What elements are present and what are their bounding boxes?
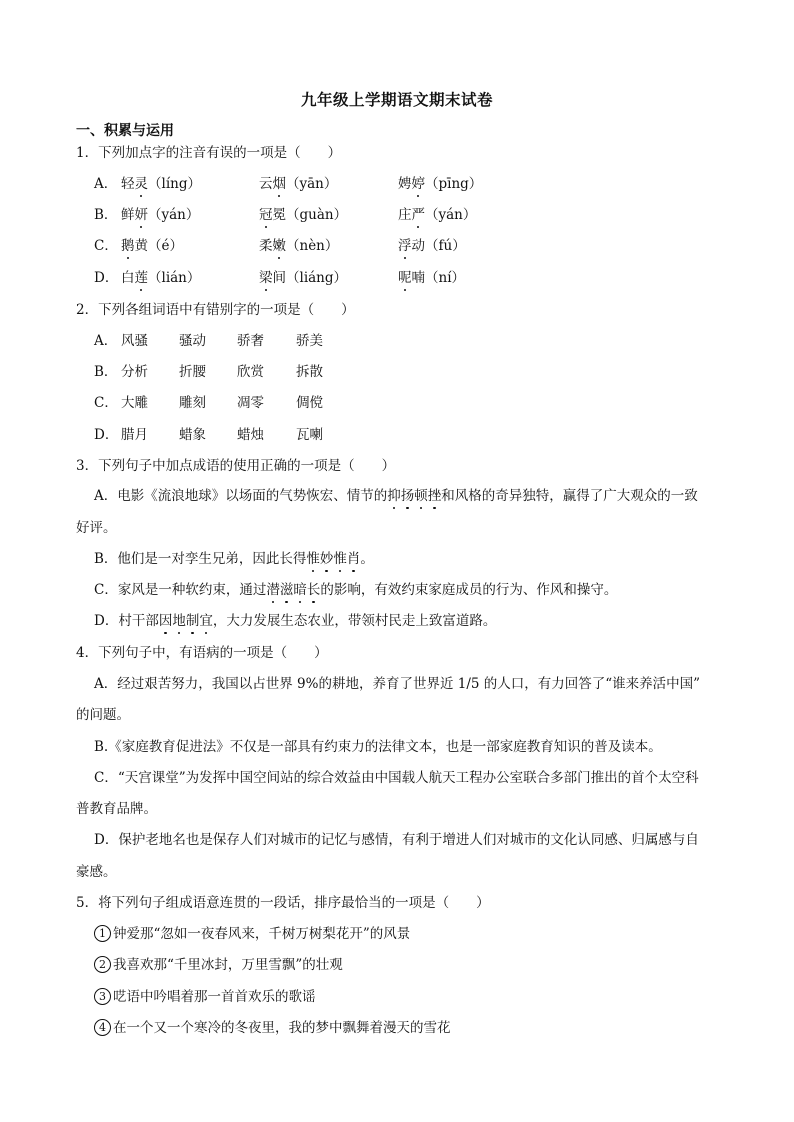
- word-group: 风骚: [121, 333, 148, 349]
- dotted-char: 惟: [333, 551, 347, 567]
- dotted-char: 扬: [400, 488, 415, 504]
- pinyin: （pīng）: [425, 176, 483, 192]
- sentence-text: 呓语中吟唱着那一首首欢乐的歌谣: [113, 989, 316, 1005]
- option-label: C．: [94, 238, 118, 254]
- pinyin-item: [398, 174, 482, 194]
- sentence-text: 我喜欢那“千里冰封，万里雪飘”的壮观: [113, 957, 343, 973]
- pinyin-item: [121, 205, 199, 225]
- word-group: 倜傥: [296, 395, 323, 411]
- word-group: 腊月: [121, 427, 148, 443]
- dotted-char: 肖: [346, 551, 361, 567]
- pinyin-item: [259, 268, 347, 288]
- dotted-char: 婷: [411, 176, 425, 192]
- dotted-char: 妍: [134, 207, 148, 223]
- pinyin: （nèn）: [286, 238, 339, 254]
- option-label: B．: [94, 364, 118, 380]
- circled-number: 2: [94, 956, 111, 973]
- word-char: 动: [411, 238, 425, 254]
- dotted-idiom: [387, 488, 441, 504]
- page-title: 九年级上学期语文期末试卷: [300, 91, 493, 109]
- question-4-stem: 4．下列句子中，有语病的一项是（ ）: [76, 645, 328, 661]
- option-text: C．家风是一种软约束，通过: [94, 582, 267, 598]
- dotted-char: 灵: [134, 176, 148, 192]
- word-group: 骚动: [179, 333, 206, 349]
- word-group: 蜡烛: [237, 427, 264, 443]
- sentence-text: 在一个又一个寒冷的冬夜里，我的梦中飘舞着漫天的雪花: [113, 1020, 451, 1036]
- dotted-char: 长: [306, 582, 321, 598]
- word-group: 分析: [121, 364, 148, 380]
- option-text: ，大力发展生态农业，带领村民走上致富道路。: [212, 613, 497, 629]
- numbered-sentence: [94, 955, 343, 975]
- option-text: A．电影《流浪地球》以场面的气势恢宏、情节的: [94, 488, 388, 504]
- dotted-char: 顿: [414, 488, 428, 504]
- dotted-idiom: [306, 551, 360, 567]
- circled-number: 3: [94, 988, 111, 1005]
- pinyin: （guàn）: [286, 207, 348, 223]
- section-heading: 一、积累与运用: [76, 123, 174, 139]
- word-char: 娉: [398, 176, 412, 192]
- question-4-option-a-continued: 的问题。: [76, 707, 130, 723]
- word-char: 轻: [121, 176, 135, 192]
- word-group: 折腰: [179, 364, 206, 380]
- pinyin: （yān）: [286, 176, 338, 192]
- pinyin: （é）: [148, 238, 183, 254]
- pinyin: （líng）: [148, 176, 201, 192]
- word-group: 凋零: [237, 395, 264, 411]
- pinyin: （yán）: [148, 207, 200, 223]
- question-3-option-a: [94, 486, 698, 506]
- pinyin-item: [398, 205, 476, 225]
- pinyin-item: [259, 236, 338, 256]
- dotted-char: 惟: [306, 551, 320, 567]
- word-group: 骄美: [296, 333, 323, 349]
- dotted-idiom: [266, 582, 320, 598]
- word-char: 白: [121, 270, 135, 286]
- option-text: 的影响，有效约束家庭成员的行为、作风和操守。: [320, 582, 618, 598]
- dotted-char: 鹅: [121, 238, 135, 254]
- dotted-char: 妙: [319, 551, 334, 567]
- question-4-option-c-continued: 普教育品牌。: [76, 801, 157, 817]
- dotted-char: 冠: [259, 207, 273, 223]
- dotted-char: 嫩: [272, 238, 286, 254]
- dotted-char: 制: [185, 613, 200, 629]
- pinyin-item: [121, 174, 201, 194]
- pinyin-item: [398, 268, 465, 288]
- question-5-stem: 5．将下列句子组成语意连贯的一段话，排序最恰当的一项是（ ）: [76, 895, 490, 911]
- sentence-text: 钟爱那“忽如一夜春风来，千树万树梨花开”的风景: [113, 926, 411, 942]
- word-group: 大雕: [121, 395, 148, 411]
- numbered-sentence: [94, 987, 316, 1007]
- word-char: 鲜: [121, 207, 135, 223]
- option-label: A．: [94, 333, 118, 349]
- numbered-sentence: [94, 1018, 451, 1038]
- word-char: 间: [272, 270, 286, 286]
- dotted-char: 莲: [134, 270, 148, 286]
- pinyin: （liáng）: [286, 270, 348, 286]
- dotted-char: 抑: [387, 488, 401, 504]
- dotted-char: 烟: [272, 176, 286, 192]
- word-char: 柔: [259, 238, 273, 254]
- dotted-char: 因: [158, 613, 173, 629]
- dotted-char: 宜: [199, 613, 213, 629]
- question-1-stem: 1．下列加点字的注音有误的一项是（ ）: [76, 145, 342, 161]
- circled-number: 4: [94, 1019, 111, 1036]
- word-char: 云: [259, 176, 273, 192]
- pinyin: （lián）: [148, 270, 201, 286]
- word-group: 拆散: [296, 364, 323, 380]
- word-group: 蜡象: [179, 427, 206, 443]
- option-label: C．: [94, 395, 118, 411]
- dotted-char: 呢: [398, 270, 412, 286]
- option-label: A．: [94, 176, 118, 192]
- question-4-option-d: D．保护老地名也是保存人们对城市的记忆与感情，有利于增进人们对城市的文化认同感、归属感与自: [94, 832, 699, 848]
- numbered-sentence: [94, 924, 410, 944]
- pinyin: （ní）: [425, 270, 466, 286]
- dotted-char: 严: [411, 207, 425, 223]
- circled-number: 1: [94, 925, 111, 942]
- dotted-char: 滋: [279, 582, 294, 598]
- word-group: 欣赏: [237, 364, 264, 380]
- dotted-char: 地: [172, 613, 186, 629]
- option-text: B．他们是一对孪生兄弟，因此长得: [94, 551, 307, 567]
- pinyin-item: [259, 205, 347, 225]
- dotted-char: 暗: [293, 582, 307, 598]
- question-3-option-b: [94, 549, 374, 569]
- option-label: D．: [94, 270, 119, 286]
- word-char: 冕: [272, 207, 286, 223]
- word-char: 喃: [411, 270, 425, 286]
- option-text: 。: [360, 551, 374, 567]
- word-group: 瓦喇: [296, 427, 323, 443]
- question-4-option-b: B.《家庭教育促进法》不仅是一部具有约束力的法律文本，也是一部家庭教育知识的普及读本。: [94, 739, 662, 755]
- pinyin: （yán）: [425, 207, 477, 223]
- question-3-option-c: [94, 580, 617, 600]
- question-4-option-c: C．“天宫课堂”为发挥中国空间站的综合效益由中国载人航天工程办公室联合多部门推出的首个太空科: [94, 770, 699, 786]
- dotted-char: 潜: [266, 582, 280, 598]
- dotted-char: 浮: [398, 238, 412, 254]
- option-label: D．: [94, 427, 119, 443]
- word-char: 黄: [134, 238, 148, 254]
- question-3-option-d: [94, 611, 496, 631]
- dotted-char: 梁: [259, 270, 273, 286]
- question-2-stem: 2．下列各组词语中有错别字的一项是（ ）: [76, 302, 355, 318]
- pinyin-item: [259, 174, 337, 194]
- option-label: B．: [94, 207, 118, 223]
- pinyin-item: [121, 268, 200, 288]
- question-4-option-d-continued: 豪感。: [76, 864, 117, 880]
- question-4-option-a: A．经过艰苦努力，我国以占世界 9%的耕地，养育了世界近 1/5 的人口，有力回答了“谁来养活中国”: [94, 676, 701, 692]
- word-group: 雕刻: [179, 395, 206, 411]
- option-text: 和风格的奇异独特，赢得了广大观众的一致: [441, 488, 698, 504]
- pinyin: （fú）: [425, 238, 466, 254]
- option-text: D．村干部: [94, 613, 159, 629]
- pinyin-item: [398, 236, 466, 256]
- word-char: 庄: [398, 207, 412, 223]
- dotted-idiom: [159, 613, 213, 629]
- word-group: 骄奢: [237, 333, 264, 349]
- pinyin-item: [121, 236, 183, 256]
- question-3-option-a-continued: 好评。: [76, 520, 117, 536]
- dotted-char: 挫: [427, 488, 442, 504]
- question-3-stem: 3．下列句子中加点成语的使用正确的一项是（ ）: [76, 458, 396, 474]
